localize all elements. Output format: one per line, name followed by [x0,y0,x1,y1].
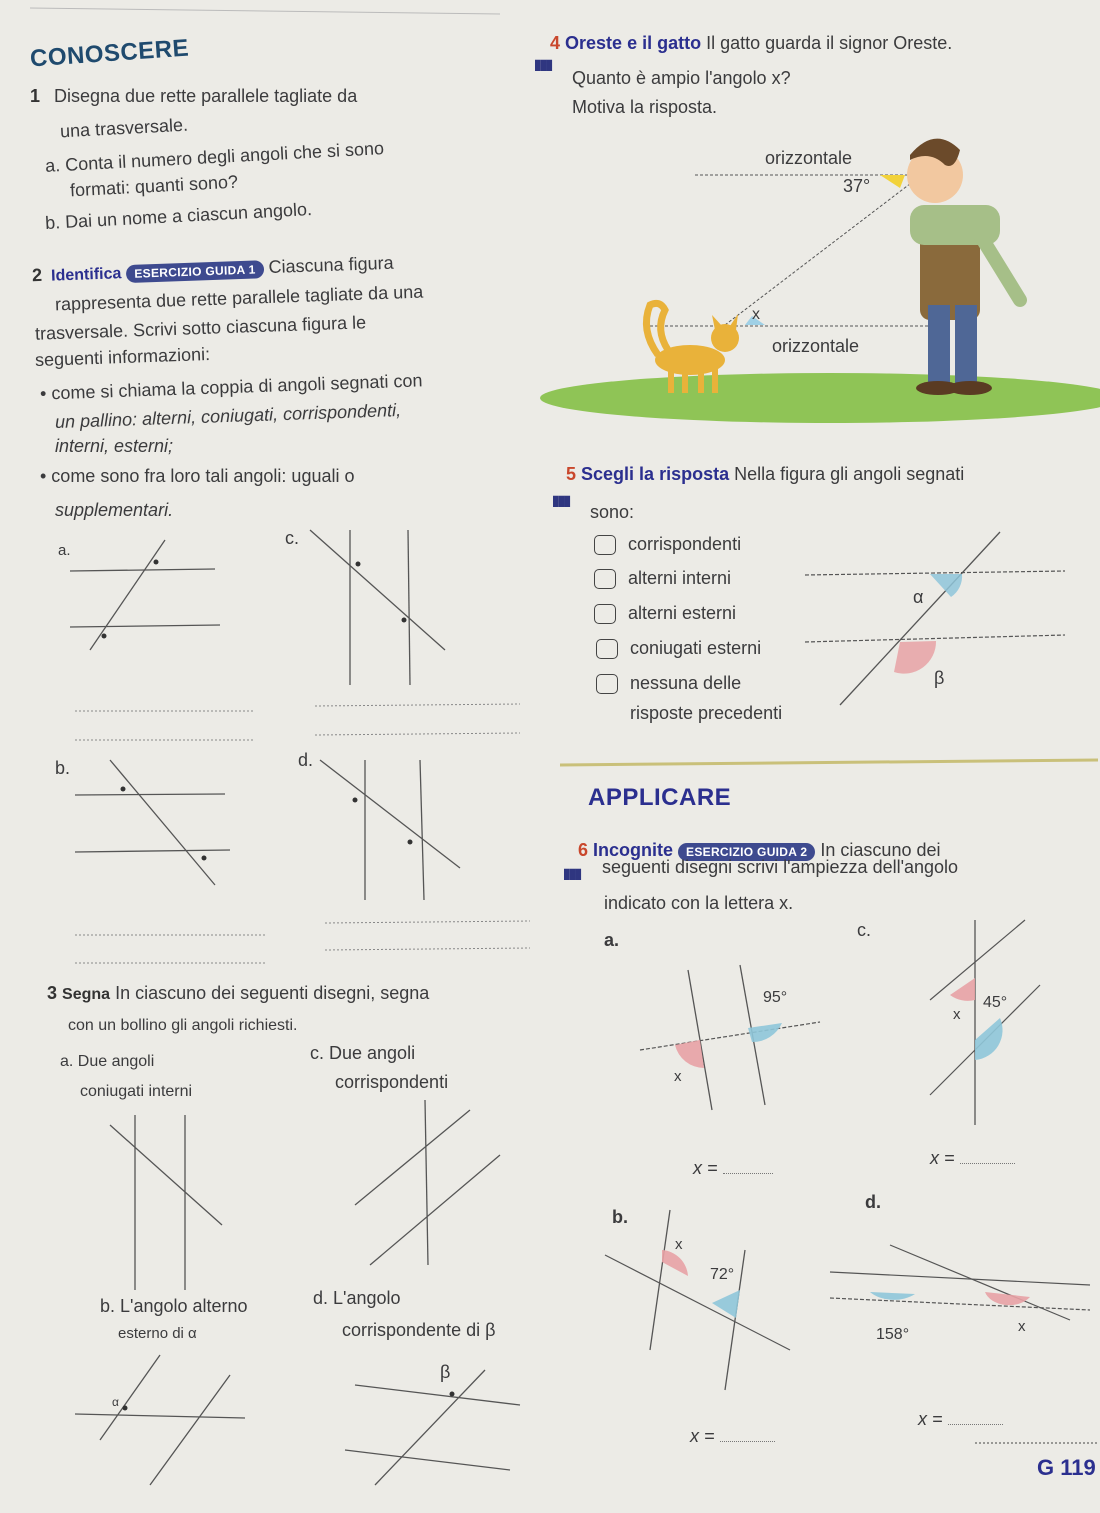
ex6-a-answer-blank[interactable] [723,1173,773,1174]
ex6-b-x: x [675,1236,683,1253]
ex5-checkbox-4[interactable] [596,674,618,694]
ex5-checkbox-2[interactable] [594,604,616,624]
ex2-line3: trasversale. Scrivi sotto ciascuna figura le [34,312,367,344]
ex4-header [550,33,952,55]
ex2-line1: Ciascuna figura [268,252,394,278]
section-title-conoscere: CONOSCERE [29,34,190,73]
ex3-b1: b. L'angolo alterno [100,1296,248,1316]
ex6-c-angle: 45° [983,994,1008,1011]
ex5-difficulty: ▮▮▮ [552,492,570,508]
ex6-label-d: d. [865,1192,881,1212]
ex3-c2: corrispondenti [335,1072,449,1092]
ex2-bullet1a: • come si chiama la coppia di angoli segnati con [39,370,423,404]
ex3-figure-c [355,1100,500,1265]
ex1-a2: formati: quanti sono? [69,171,239,201]
ex3-d1: d. L'angolo [313,1288,401,1308]
ex6-line3: indicato con la lettera x. [604,893,794,913]
ex6-b-answer[interactable]: x = [690,1426,775,1448]
ex6-figure-a [640,965,820,1110]
section-title-applicare: APPLICARE [588,784,732,811]
ex6-c-answer-blank[interactable] [960,1163,1015,1164]
ex6-d-answer-blank[interactable] [948,1424,1003,1425]
ex3-keyword: Segna [62,986,111,1003]
ex3-line1: In ciascuno dei seguenti disegni, segna [115,983,430,1003]
ex2-number: 2 [31,264,43,286]
ex6-line1: In ciascuno dei [820,840,941,860]
ex3-c1: c. Due angoli [310,1043,416,1063]
ex4-line3: Motiva la risposta. [572,97,718,117]
ex5-beta: β [934,668,945,688]
ex6-c-x: x [953,1006,961,1023]
ex2-bullet2b: supplementari. [55,500,174,520]
ex6-badge: ESERCIZIO GUIDA 2 [678,843,815,861]
ex2-label-d: d. [298,750,314,770]
ex2-bullet1b: un pallino: alterni, coniugati, corrispondenti, [54,399,402,433]
ex5-option-2[interactable]: alterni esterni [594,603,736,625]
ex1-header [30,86,358,108]
ex2-figure-b [75,760,230,885]
ex6-b-angle: 72° [710,1266,735,1283]
ex6-figure-c [930,920,1040,1125]
ex5-checkbox-3[interactable] [596,639,618,659]
ex5-header [566,464,964,486]
ex6-figure-b [605,1210,790,1390]
ex4-line2: Quanto è ampio l'angolo x? [572,68,791,88]
ex6-a-angle: 95° [763,989,788,1006]
page-number: G 119 [1037,1455,1096,1480]
ex6-c-answer[interactable]: x = [930,1148,1015,1170]
ex6-line2: seguenti disegni scrivi l'ampiezza dell'angolo [602,857,959,877]
ex4-difficulty: ▮▮▮ [534,56,552,72]
ex3-number: 3 [47,983,58,1003]
ex3-a1: a. Due angoli [60,1053,155,1070]
ex5-alpha: α [913,587,924,607]
ex6-figure-d [830,1245,1090,1320]
ex5-keyword: Scegli la risposta [581,464,730,484]
ex2-label-b: b. [55,758,71,778]
ex6-a-answer[interactable]: x = [693,1158,773,1180]
ex2-bullet1c: interni, esterni; [55,436,174,456]
ex6-a-x: x [674,1068,682,1085]
ex2-label-c: c. [285,528,300,548]
ex1-b: b. Dai un nome a ciascun angolo. [44,199,313,233]
ex5-option-4[interactable]: nessuna delle [596,673,741,695]
ex4-illustration [540,139,1100,423]
ex2-bullet2a: • come sono fra loro tali angoli: uguali o [40,466,355,486]
ex4-title: Oreste e il gatto [565,33,702,53]
ex3-line2: con un bollino gli angoli richiesti. [68,1017,298,1034]
ex3-figure-d [345,1370,520,1485]
ex3-b2: esterno di α [118,1325,197,1342]
ex6-keyword: Incognite [593,840,674,860]
ex4-horiz-bottom: orizzontale [772,336,860,356]
ex5-line2: sono: [590,502,635,522]
ex4-angle: 37° [843,176,871,196]
ex5-checkbox-0[interactable] [594,535,616,555]
ex2-badge: ESERCIZIO GUIDA 1 [126,260,264,283]
ex5-option-3[interactable]: coniugati esterni [596,638,761,660]
ex6-d-answer[interactable]: x = [918,1409,1003,1431]
ex4-x: x [752,306,760,323]
ex5-number: 5 [566,464,577,484]
ex6-label-b: b. [612,1207,628,1227]
ex1-number: 1 [30,86,41,106]
ex6-b-answer-blank[interactable] [720,1441,775,1442]
ex2-figure-c [310,530,445,685]
ex5-option-1[interactable]: alterni interni [594,568,731,590]
ex6-label-a: a. [604,930,620,950]
ex4-line1: Il gatto guarda il signor Oreste. [706,33,953,53]
ex2-label-a: a. [58,542,71,559]
ex5-option-0[interactable]: corrispondenti [594,534,741,556]
ex3-beta: β [440,1362,451,1382]
ex2-figure-d [320,760,460,900]
ex6-number: 6 [578,840,589,860]
ex4-number: 4 [550,33,561,53]
ex6-label-c: c. [857,920,872,940]
ex6-d-x: x [1018,1318,1026,1335]
ex3-figure-a [110,1115,222,1290]
ex3-alpha: α [112,1395,119,1409]
ex4-horiz-top: orizzontale [765,148,853,168]
ex3-a2: coniugati interni [80,1083,193,1100]
ex2-line4: seguenti informazioni: [34,343,211,371]
ex2-keyword: Identifica [50,265,122,285]
ex5-line1: Nella figura gli angoli segnati [734,464,965,484]
ex5-option-4-cont: risposte precedenti [630,703,783,723]
ex3-d2: corrispondente di β [342,1320,496,1340]
ex3-header [47,983,429,1005]
ex6-d-angle: 158° [876,1326,910,1343]
ex6-difficulty: ▮▮▮ [563,865,581,881]
ex1-line2: una trasversale. [59,114,189,142]
ex2-line2: rappresenta due rette parallele tagliate da una [54,281,424,315]
ex5-checkbox-1[interactable] [594,569,616,589]
ex1-line1: Disegna due rette parallele tagliate da [54,86,358,106]
ex3-figure-b [75,1355,245,1485]
ex1-a: a. Conta il numero degli angoli che si sono [44,138,385,176]
ex2-figure-a [70,540,220,650]
